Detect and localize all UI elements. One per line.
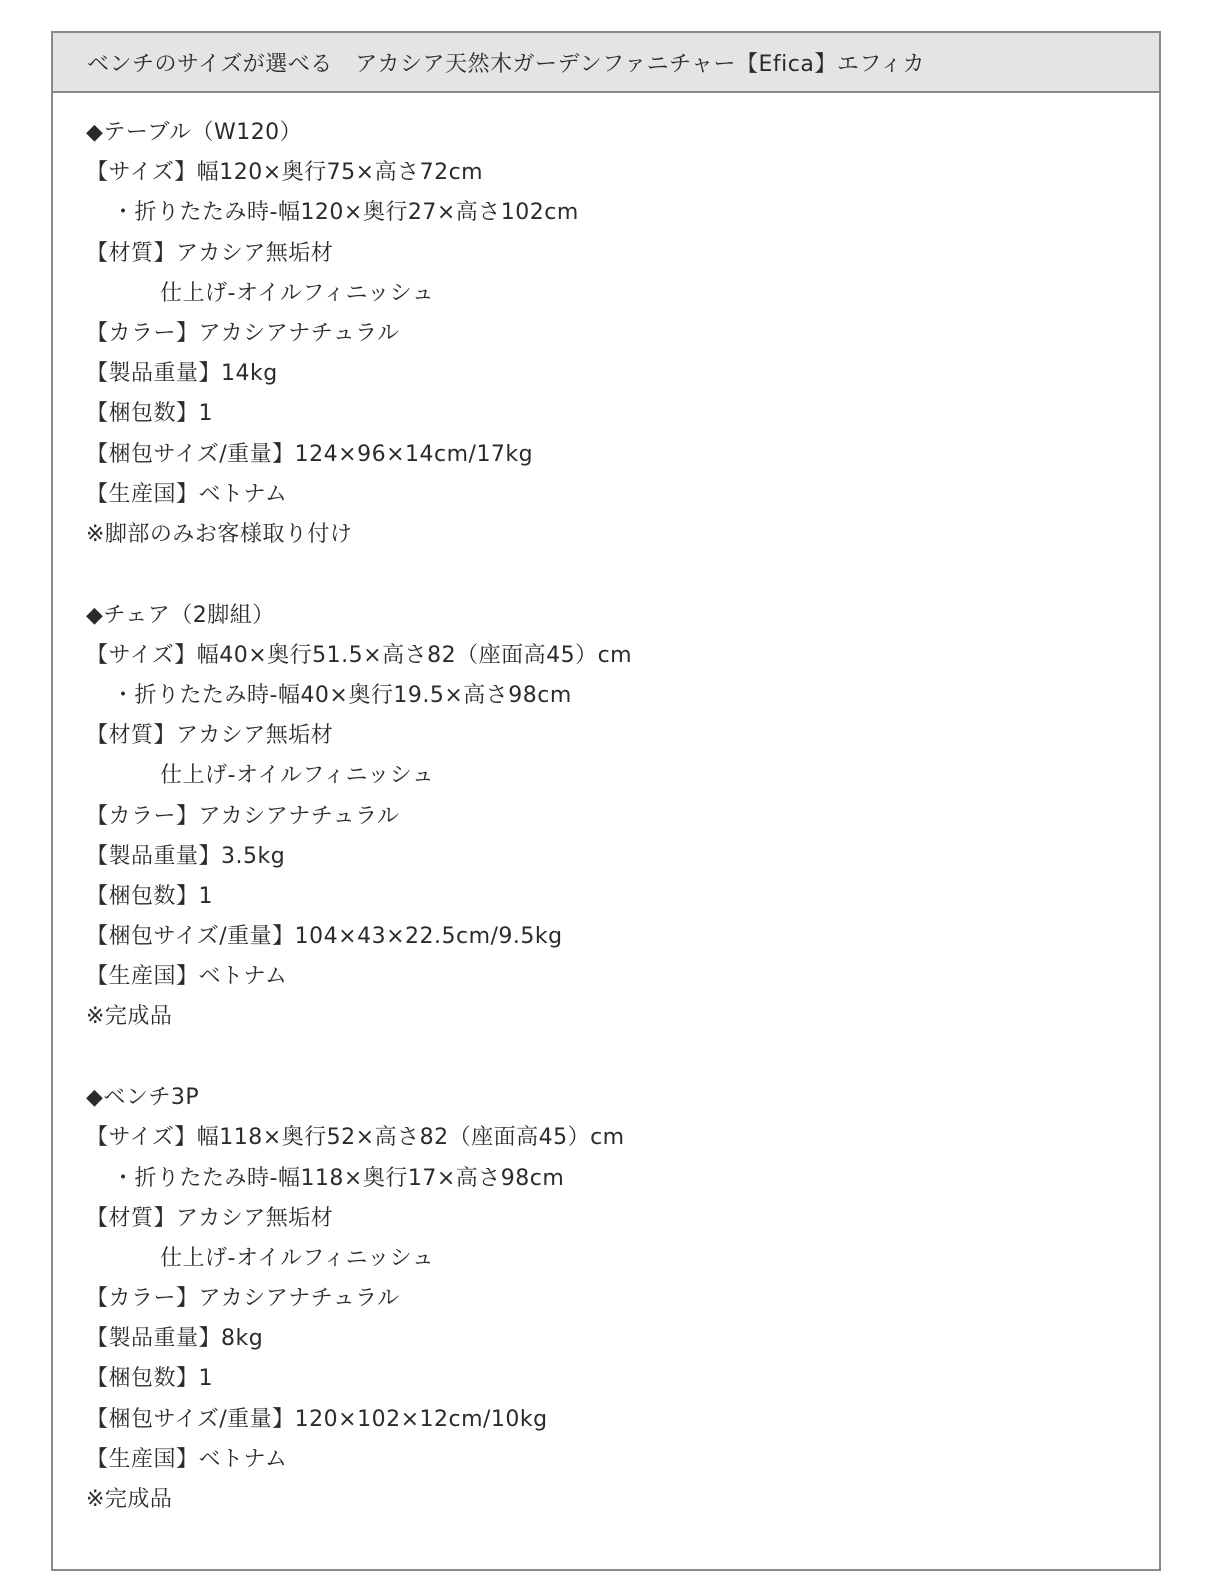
spec-folded-size: ・折りたたみ時-幅120×奥行27×高さ102cm: [112, 200, 579, 226]
spec-note: ※完成品: [86, 1004, 173, 1030]
page-title: ベンチのサイズが選べる アカシア天然木ガーデンファニチャー【Efica】エフィカ: [87, 51, 926, 77]
spec-finish: 仕上げ-オイルフィニッシュ: [160, 1245, 435, 1271]
spec-package-count: 【梱包数】1: [86, 883, 213, 909]
spec-material: 【材質】アカシア無垢材: [86, 240, 334, 266]
section-chair: [86, 596, 1159, 1038]
spec-origin: 【生産国】ベトナム: [86, 964, 288, 990]
spec-package-size: 【梱包サイズ/重量】120×102×12cm/10kg: [86, 1406, 548, 1432]
spec-color: 【カラー】アカシアナチュラル: [86, 803, 400, 829]
spec-weight: 【製品重量】8kg: [86, 1326, 264, 1352]
section-table: [86, 113, 1159, 555]
spec-package-size: 【梱包サイズ/重量】124×96×14cm/17kg: [86, 441, 534, 467]
spec-material: 【材質】アカシア無垢材: [86, 1205, 334, 1231]
spec-color: 【カラー】アカシアナチュラル: [86, 1286, 400, 1312]
spec-header: [53, 33, 1159, 93]
section-bench: [86, 1078, 1159, 1520]
spec-size: 【サイズ】幅118×奥行52×高さ82（座面高45）cm: [86, 1125, 625, 1151]
spec-weight: 【製品重量】14kg: [86, 361, 278, 387]
spec-package-count: 【梱包数】1: [86, 1366, 213, 1392]
spec-size: 【サイズ】幅40×奥行51.5×高さ82（座面高45）cm: [86, 642, 633, 668]
spec-folded-size: ・折りたたみ時-幅40×奥行19.5×高さ98cm: [112, 682, 572, 708]
spec-weight: 【製品重量】3.5kg: [86, 843, 286, 869]
spec-origin: 【生産国】ベトナム: [86, 1446, 288, 1472]
spec-note: ※完成品: [86, 1487, 173, 1512]
section-heading: ◆ベンチ3P: [86, 1085, 200, 1111]
section-heading: ◆チェア（2脚組）: [86, 602, 275, 628]
spec-note: ※脚部のみお客様取り付け: [86, 521, 353, 547]
spec-folded-size: ・折りたたみ時-幅118×奥行17×高さ98cm: [112, 1165, 565, 1191]
spec-origin: 【生産国】ベトナム: [86, 481, 288, 507]
section-heading: ◆テーブル（W120）: [86, 120, 303, 145]
spec-content: [53, 93, 1159, 1520]
spec-finish: 仕上げ-オイルフィニッシュ: [160, 280, 435, 306]
spec-material: 【材質】アカシア無垢材: [86, 723, 334, 749]
spec-package-count: 【梱包数】1: [86, 401, 213, 427]
spec-finish: 仕上げ-オイルフィニッシュ: [160, 763, 435, 789]
spec-color: 【カラー】アカシアナチュラル: [86, 320, 400, 346]
spec-package-size: 【梱包サイズ/重量】104×43×22.5cm/9.5kg: [86, 924, 563, 950]
spec-frame: [51, 31, 1161, 1571]
spec-size: 【サイズ】幅120×奥行75×高さ72cm: [86, 160, 484, 186]
